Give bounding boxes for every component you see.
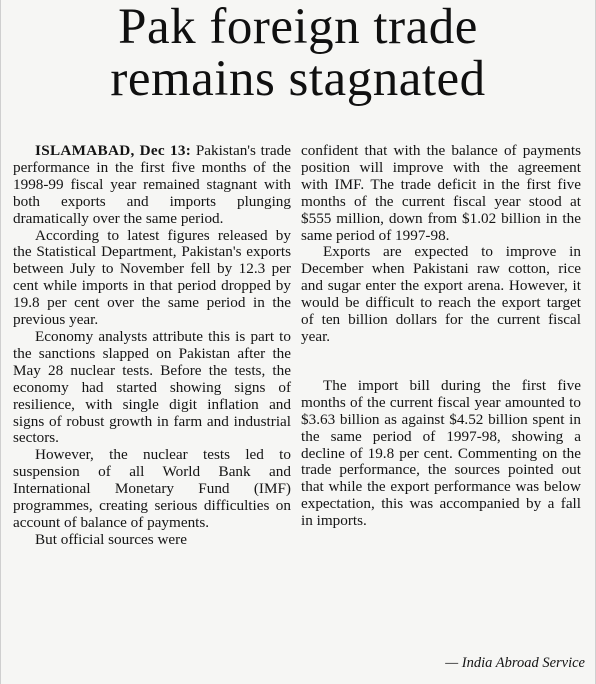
- article-body: [1, 143, 596, 684]
- right-column: [301, 143, 581, 530]
- headline: [1, 0, 595, 105]
- headline-line-2: remains stagnated: [110, 51, 486, 107]
- paragraph: However, the nuclear tests led to suspension of all World Bank and International Monetary Fund (IMF) programmes, creating serious difficulties on account of balance of payments.: [13, 446, 291, 531]
- paragraph-text: Pakistan's trade performance in the first five months of the 1998-99 fiscal year remained stagnant with both exports and imports plunging dramatically over the same period.: [13, 142, 291, 227]
- paragraph: But official sources were: [35, 530, 187, 548]
- paragraph: confident that with the balance of payments position will improve with the agreement with IMF. The trade deficit in the first five months of the current fiscal year stood at $555 million, down from $1.02 billion in the same period of 1997-98.: [301, 142, 581, 244]
- paragraph: [13, 143, 291, 228]
- dateline: ISLAMABAD, Dec 13:: [35, 142, 192, 159]
- paragraph: The import bill during the first five months of the current fiscal year amounted to $3.63 billion as against $4.52 billion spent in the same period of 1997-98, showing a decline of 19.8 per cent. Commenting on the trade performance, the sources pointed out that while the export performance was below expectation, this was accompanied by a fall in imports.: [301, 376, 581, 530]
- paragraph: Exports are expected to improve in December when Pakistani raw cotton, rice and sugar enter the export arena. However, it would be difficult to reach the export target of ten billion dollars for the current fiscal year.: [301, 243, 581, 345]
- left-column: [13, 143, 291, 549]
- paragraph: Economy analysts attribute this is part to the sanctions slapped on Pakistan after the May 28 nuclear tests. Before the tests, the economy had started showing signs of resilience, with single digit inflation and signs of robust growth in farm and industrial sectors.: [13, 327, 291, 447]
- paragraph: According to latest figures released by the Statistical Department, Pakistan's exports between July to November fell by 12.3 per cent while imports in that period dropped by 19.8 per cent over the same period in the previous year.: [13, 226, 291, 329]
- column-break: [301, 346, 581, 378]
- credit-line: — India Abroad Service: [445, 655, 585, 671]
- headline-line-1: Pak foreign trade: [118, 0, 478, 55]
